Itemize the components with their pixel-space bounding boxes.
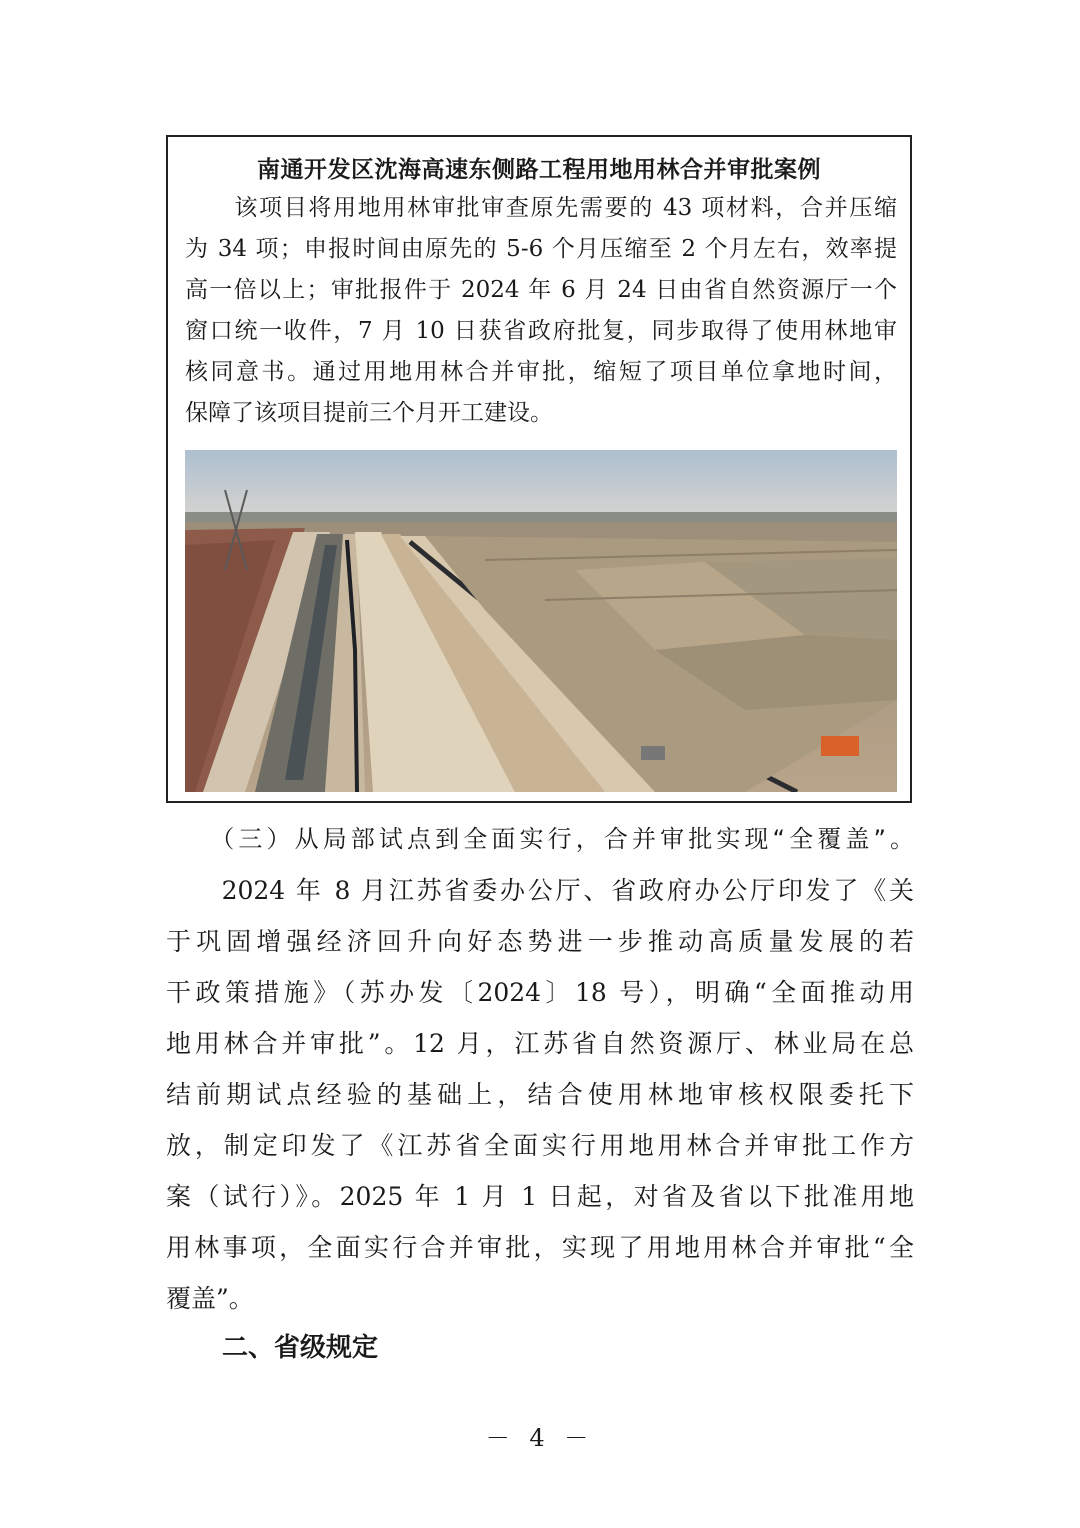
case-text-line: 高一倍以上；审批报件于 2024 年 6 月 24 日由省自然资源厅一个 — [185, 277, 897, 303]
body-text-line: 用林事项，全面实行合并审批，实现了用地用林合并审批“全 — [166, 1233, 914, 1262]
body-text-line: 覆盖”。 — [166, 1284, 254, 1313]
body-text-line: 放，制定印发了《江苏省全面实行用地用林合并审批工作方 — [166, 1131, 914, 1160]
case-text-line: 该项目将用地用林审批审查原先需要的 43 项材料，合并压缩 — [185, 195, 897, 221]
body-text-line: 于巩固增强经济回升向好态势进一步推动高质量发展的若 — [166, 927, 914, 956]
page-number: － 4 － — [485, 1424, 595, 1452]
case-text-line: 为 34 项；申报时间由原先的 5-6 个月压缩至 2 个月左右，效率提 — [185, 236, 897, 262]
section-heading: （三）从局部试点到全面实行，合并审批实现“全覆盖”。 — [166, 825, 914, 853]
body-text-line: 结前期试点经验的基础上，结合使用林地审核权限委托下 — [166, 1080, 914, 1109]
case-study-box — [166, 135, 912, 803]
body-text-line: 案（试行）》。2025 年 1 月 1 日起，对省及省以下批准用地 — [166, 1182, 914, 1211]
body-text-line: 2024 年 8 月江苏省委办公厅、省政府办公厅印发了《关 — [166, 876, 914, 905]
body-text-line: 干政策措施》（苏办发〔2024〕18 号），明确“全面推动用 — [166, 978, 914, 1007]
case-title: 南通开发区沈海高速东侧路工程用地用林合并审批案例 — [257, 157, 821, 183]
section-heading-2: 二、省级规定 — [222, 1333, 379, 1363]
construction-site-photo — [185, 450, 897, 792]
body-text-line: 地用林合并审批”。12 月，江苏省自然资源厅、林业局在总 — [166, 1029, 914, 1058]
case-text-line: 保障了该项目提前三个月开工建设。 — [185, 400, 553, 426]
case-text-line: 窗口统一收件，7 月 10 日获省政府批复，同步取得了使用林地审 — [185, 318, 897, 344]
case-text-line: 核同意书。通过用地用林合并审批，缩短了项目单位拿地时间， — [185, 359, 897, 385]
